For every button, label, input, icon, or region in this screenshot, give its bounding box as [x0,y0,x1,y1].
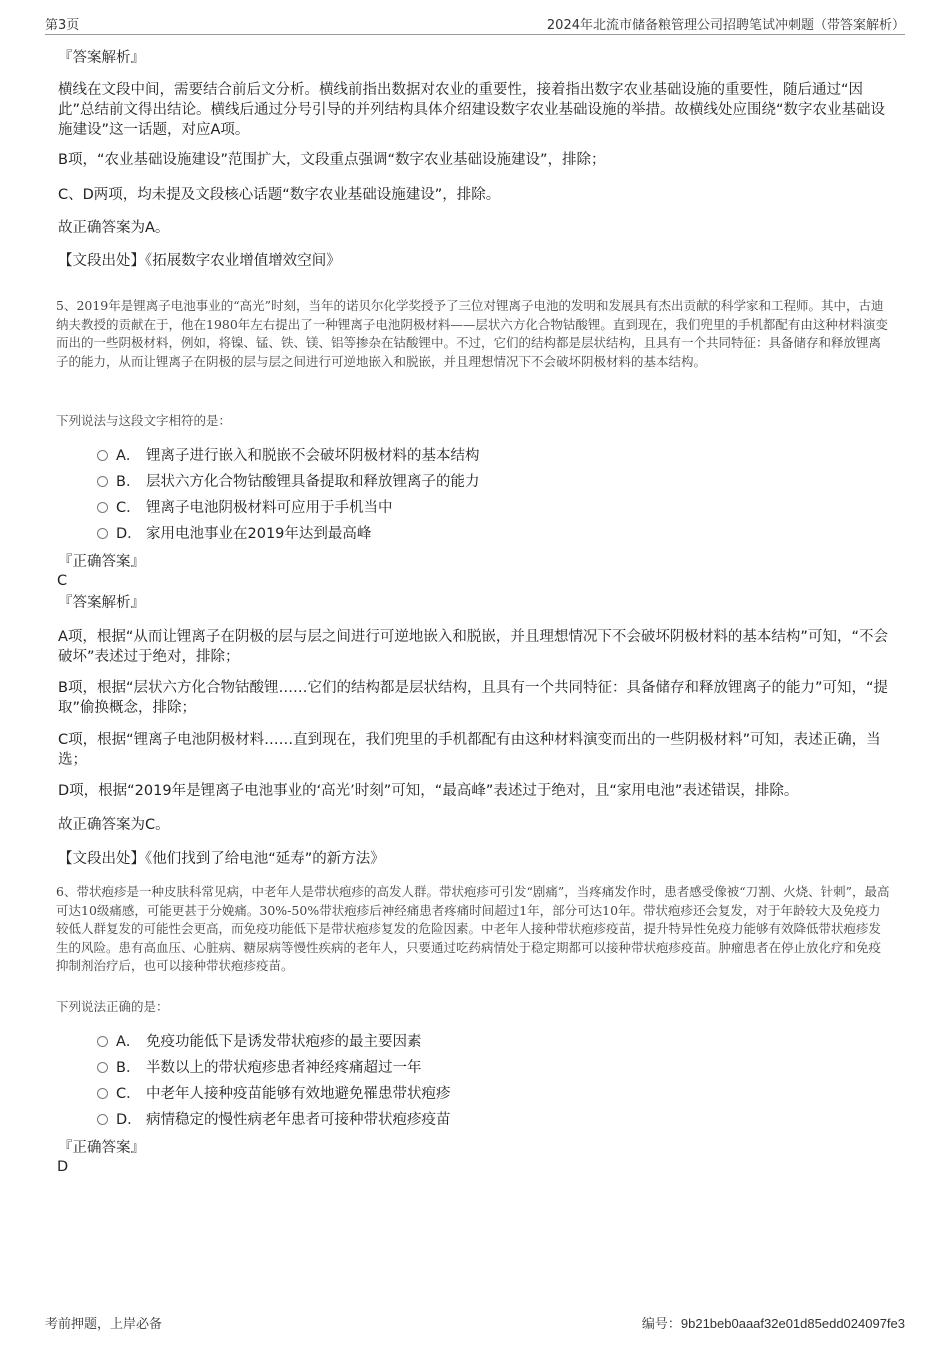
q6-prompt: 下列说法正确的是： [56,999,169,1014]
document-id-label: 编号： [641,1317,681,1332]
q5-option-d[interactable]: D． 家用电池事业在2019年达到最高峰 [97,524,371,544]
q5-analysis-c: C项，根据“锂离子电池阴极材料……直到现在，我们兜里的手机都配有由这种材料演变而出的一些阴极材料”可知，表述正确，当选； [58,732,881,768]
footer-slogan: 考前押题，上岸必备 [45,1317,163,1332]
q4-source: 【文段出处】《拓展数字农业增值增效空间》 [58,253,341,269]
q5-analysis-a: A项，根据“从而让锂离子在阴极的层与层之间进行可逆地嵌入和脱嵌，并且理想情况下不会破坏阴极材料的基本结构”可知，“不会破坏”表述过于绝对，排除； [58,629,888,665]
document-id-value: 9b21beb0aaaf32e01d85edd024097fe3 [680,1316,905,1331]
page-footer [45,1313,905,1331]
q5-source: 【文段出处】《他们找到了给电池“延寿”的新方法》 [58,851,385,867]
q4-analysis-label: 『答案解析』 [58,50,145,66]
radio-icon[interactable] [97,476,108,487]
q5-answer: C [57,573,68,589]
q5-analysis-label: 『答案解析』 [58,595,145,611]
q4-analysis-p4: 故正确答案为A。 [58,220,170,236]
q5-answer-label: 『正确答案』 [58,554,145,570]
q6-answer-label: 『正确答案』 [58,1140,145,1156]
radio-icon[interactable] [97,1036,108,1047]
q6-option-c[interactable]: C． 中老年人接种疫苗能够有效地避免罹患带状疱疹 [97,1084,451,1104]
q6-option-a[interactable]: A． 免疫功能低下是诱发带状疱疹的最主要因素 [97,1032,422,1052]
q5-stem: 5、2019年是锂离子电池事业的“高光”时刻，当年的诺贝尔化学奖授予了三位对锂离子电池的发明和发展具有杰出贡献的科学家和工程师。其中，古迪纳夫教授的贡献在于，他在1980年左右提出了一种锂离子电池阴极材料——层状六方化合物钴酸锂。直到现在，我们兜里的手机都配有由这种材料演变而出的一些阴极材料，例如，将镍、锰、铁、镁、铝等掺杂在钴酸锂中。不过，它们的结构都是层状结构，且具有一个共同特征：具备储存和释放锂离子的能力，从而让锂离子在阴极的层与层之间进行可逆地嵌入和脱嵌，并且理想情况下不会破坏阴极材料的基本结构。 [56,298,888,369]
q5-prompt: 下列说法与这段文字相符的是： [56,413,232,428]
q5-option-a[interactable]: A． 锂离子进行嵌入和脱嵌不会破坏阴极材料的基本结构 [97,446,480,466]
q4-analysis-p2: B项，“农业基础设施建设”范围扩大，文段重点强调“数字农业基础设施建设”，排除； [58,152,606,168]
radio-icon[interactable] [97,450,108,461]
q6-option-b[interactable]: B． 半数以上的带状疱疹患者神经疼痛超过一年 [97,1058,422,1078]
q5-option-b[interactable]: B． 层状六方化合物钴酸锂具备提取和释放锂离子的能力 [97,472,480,492]
page-number: 第3页 [45,18,80,33]
document-id [642,1313,905,1332]
q5-analysis-d: D项，根据“2019年是锂离子电池事业的‘高光’时刻”可知，“最高峰”表述过于绝对，且“家用电池”表述错误，排除。 [58,783,799,799]
radio-icon[interactable] [97,1114,108,1125]
q5-option-c[interactable]: C． 锂离子电池阴极材料可应用于手机当中 [97,498,393,518]
q5-conclusion: 故正确答案为C。 [58,817,170,833]
radio-icon[interactable] [97,1062,108,1073]
q6-answer: D [57,1159,69,1175]
page-header [45,14,905,35]
radio-icon[interactable] [97,528,108,539]
q4-analysis-p3: C、D两项，均未提及文段核心话题“数字农业基础设施建设”，排除。 [58,187,501,203]
q6-stem: 6、带状疱疹是一种皮肤科常见病，中老年人是带状疱疹的高发人群。带状疱疹可引发“剧痛”，当疼痛发作时，患者感受像被“刀割、火烧、针刺”，最高可达10级痛感，可能更甚于分娩痛。30%-50%带状疱疹后神经痛患者疼痛时间超过1年，部分可达10年。带状疱疹还会复发，对于年龄较大及免疫力较低人群复发的可能性会更高，而免疫功能低下是带状疱疹复发的危险因素。中老年人接种带状疱疹疫苗，提升特异性免疫力能够有效降低带状疱疹发生的风险。患有高血压、心脏病、糖尿病等慢性疾病的老年人，只要通过吃药病情处于稳定期都可以接种带状疱疹疫苗。肿瘤患者在停止放化疗和免疫抑制剂治疗后，也可以接种带状疱疹疫苗。 [56,884,890,974]
q5-analysis-b: B项，根据“层状六方化合物钴酸锂……它们的结构都是层状结构，且具有一个共同特征：具备储存和释放锂离子的能力”可知，“提取”偷换概念，排除； [58,680,888,716]
q4-analysis-p1: 横线在文段中间，需要结合前后文分析。横线前指出数据对农业的重要性，接着指出数字农业基础设施的重要性，随后通过“因此”总结前文得出结论。横线后通过分号引导的并列结构具体介绍建设数字农业基础设施的举措。故横线处应围绕“数字农业基础设施建设”这一话题，对应A项。 [58,82,886,138]
q6-option-d[interactable]: D． 病情稳定的慢性病老年患者可接种带状疱疹疫苗 [97,1110,451,1130]
document-title: 2024年北流市储备粮管理公司招聘笔试冲刺题（带答案解析） [546,18,905,33]
radio-icon[interactable] [97,502,108,513]
radio-icon[interactable] [97,1088,108,1099]
